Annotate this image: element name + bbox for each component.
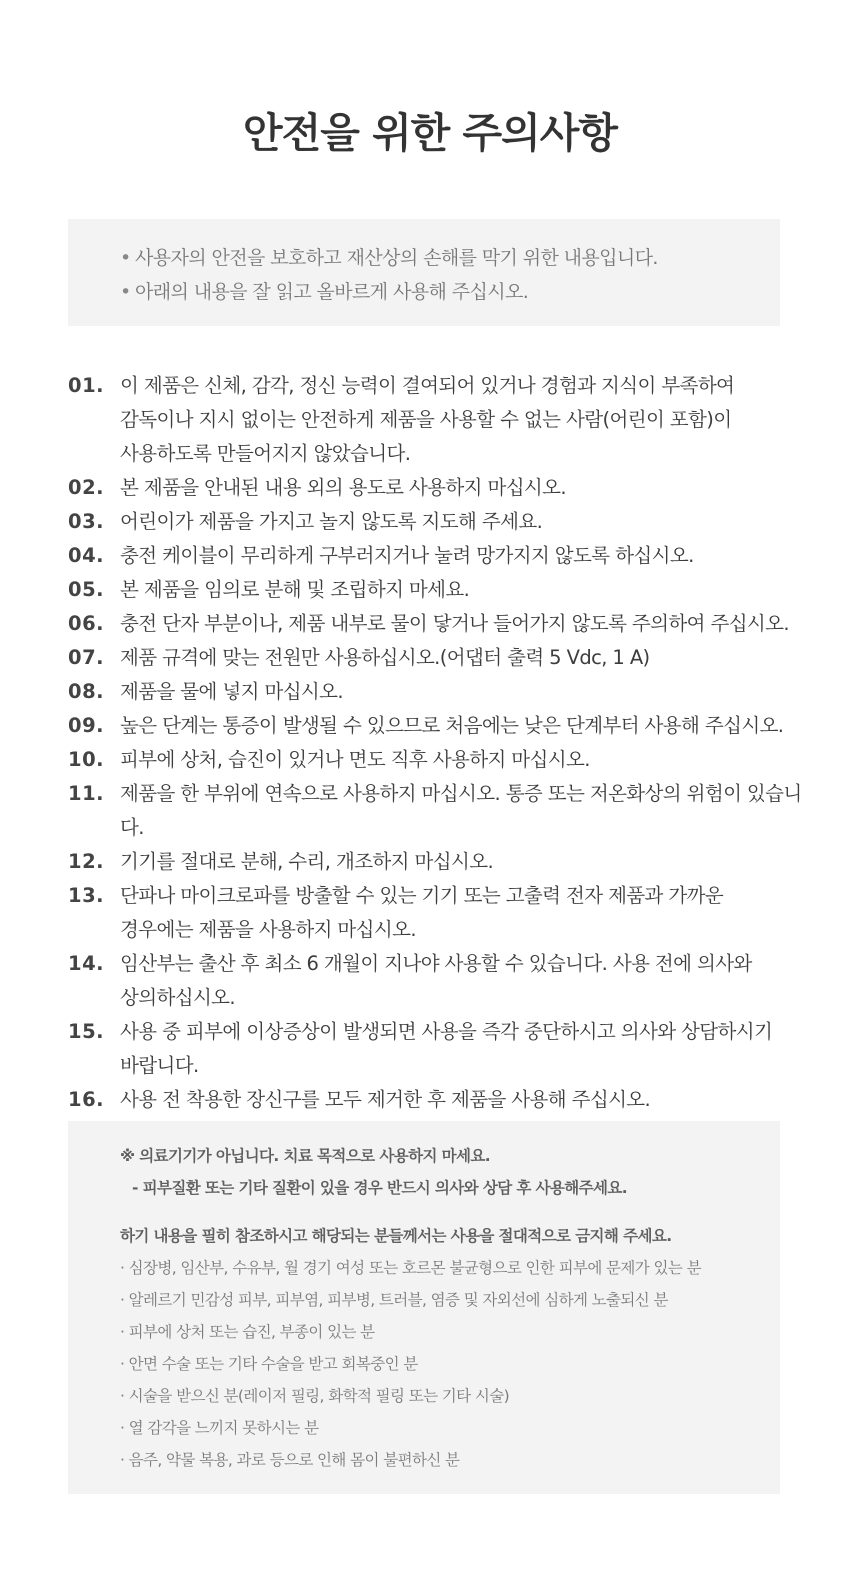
- rule-item: [68, 607, 808, 641]
- rule-number: 09.: [68, 714, 105, 737]
- intro-text: 사용자의 안전을 보호하고 재산상의 손해를 막기 위한 내용입니다.: [135, 247, 658, 269]
- rule-item: [68, 709, 808, 743]
- rule-number: 12.: [68, 850, 105, 873]
- rule-item: [68, 369, 808, 471]
- rule-number: 04.: [68, 544, 105, 567]
- safety-rules-list: [68, 369, 808, 1117]
- rule-item: [68, 675, 808, 709]
- rule-text: 제품을 물에 넣지 마십시오.: [120, 680, 344, 703]
- rule-item: [68, 505, 808, 539]
- rule-text: 제품을 한 부위에 연속으로 사용하지 마십시오. 통증 또는 저온화상의 위험이 있습니다.: [120, 782, 802, 839]
- rule-text: 단파나 마이크로파를 방출할 수 있는 기기 또는 고출력 전자 제품과 가까운 경우에는 제품을 사용하지 마십시오.: [120, 884, 724, 941]
- medical-warning-sub: - 피부질환 또는 기타 질환이 있을 경우 반드시 의사와 상담 후 사용해주세요.: [132, 1179, 628, 1197]
- rule-number: 16.: [68, 1088, 105, 1111]
- rule-text: 임산부는 출산 후 최소 6 개월이 지나야 사용할 수 있습니다. 사용 전에 의사와 상의하십시오.: [120, 952, 752, 1009]
- rule-text: 사용 전 착용한 장신구를 모두 제거한 후 제품을 사용해 주십시오.: [120, 1088, 651, 1111]
- rule-text: 충전 단자 부분이나, 제품 내부로 물이 닿거나 들어가지 않도록 주의하여 주십시오.: [120, 612, 790, 635]
- notice-box: [68, 1121, 780, 1494]
- intro-line: [120, 275, 780, 309]
- rule-number: 07.: [68, 646, 105, 669]
- rule-item: [68, 573, 808, 607]
- rule-number: 06.: [68, 612, 105, 635]
- prohibit-title: 하기 내용을 필히 참조하시고 해당되는 분들께서는 사용을 절대적으로 금지해 주세요.: [120, 1227, 672, 1245]
- rule-item: [68, 471, 808, 505]
- page-title: 안전을 위한 주의사항: [242, 109, 617, 157]
- rule-item: [68, 879, 808, 947]
- rule-text: 제품 규격에 맞는 전원만 사용하십시오.(어댑터 출력 5 Vdc, 1 A): [120, 646, 650, 669]
- rule-number: 05.: [68, 578, 105, 601]
- rule-number: 02.: [68, 476, 105, 499]
- rule-text: 본 제품을 임의로 분해 및 조립하지 마세요.: [120, 578, 470, 601]
- rule-item: [68, 641, 808, 675]
- intro-line: [120, 241, 780, 275]
- rule-text: 본 제품을 안내된 내용 외의 용도로 사용하지 마십시오.: [120, 476, 567, 499]
- prohibit-item: · 음주, 약물 복용, 과로 등으로 인해 몸이 불편하신 분: [120, 1451, 460, 1469]
- rule-number: 08.: [68, 680, 105, 703]
- rule-number: 13.: [68, 884, 105, 907]
- rule-item: [68, 539, 808, 573]
- intro-text: 아래의 내용을 잘 읽고 올바르게 사용해 주십시오.: [135, 281, 529, 303]
- rule-item: [68, 1083, 808, 1117]
- rule-text: 이 제품은 신체, 감각, 정신 능력이 결여되어 있거나 경험과 지식이 부족하여 감독이나 지시 없이는 안전하게 제품을 사용할 수 없는 사람(어린이 포함)이 사용하도록 만들어지지 않았습니다.: [120, 374, 735, 465]
- intro-box: [68, 219, 780, 326]
- prohibit-item: · 시술을 받으신 분(레이저 필링, 화학적 필링 또는 기타 시술): [120, 1387, 510, 1405]
- rule-number: 14.: [68, 952, 105, 975]
- bullet-dot-icon: •: [120, 247, 131, 269]
- prohibit-item: · 피부에 상처 또는 습진, 부종이 있는 분: [120, 1323, 375, 1341]
- bullet-dot-icon: •: [120, 281, 131, 303]
- rule-number: 10.: [68, 748, 105, 771]
- rule-text: 충전 케이블이 무리하게 구부러지거나 눌려 망가지지 않도록 하십시오.: [120, 544, 694, 567]
- prohibit-item: · 알레르기 민감성 피부, 피부염, 피부병, 트러블, 염증 및 자외선에 심하게 노출되신 분: [120, 1291, 668, 1309]
- rule-item: [68, 947, 808, 1015]
- rule-number: 01.: [68, 374, 105, 397]
- prohibit-item: · 안면 수술 또는 기타 수술을 받고 회복중인 분: [120, 1355, 418, 1373]
- medical-warning: ※ 의료기기가 아닙니다. 치료 목적으로 사용하지 마세요.: [120, 1147, 491, 1165]
- rule-number: 15.: [68, 1020, 105, 1043]
- rule-number: 03.: [68, 510, 105, 533]
- spacer: [120, 1204, 780, 1220]
- rule-number: 11.: [68, 782, 105, 805]
- rule-item: [68, 777, 808, 845]
- prohibit-item: · 심장병, 임산부, 수유부, 월 경기 여성 또는 호르몬 불균형으로 인한 피부에 문제가 있는 분: [120, 1259, 701, 1277]
- rule-text: 어린이가 제품을 가지고 놀지 않도록 지도해 주세요.: [120, 510, 543, 533]
- rule-text: 피부에 상처, 습진이 있거나 면도 직후 사용하지 마십시오.: [120, 748, 590, 771]
- rule-text: 사용 중 피부에 이상증상이 발생되면 사용을 즉각 중단하시고 의사와 상담하시기 바랍니다.: [120, 1020, 773, 1077]
- rule-item: [68, 1015, 808, 1083]
- rule-item: [68, 845, 808, 879]
- prohibit-item: · 열 감각을 느끼지 못하시는 분: [120, 1419, 319, 1437]
- rule-item: [68, 743, 808, 777]
- rule-text: 높은 단계는 통증이 발생될 수 있으므로 처음에는 낮은 단계부터 사용해 주십시오.: [120, 714, 784, 737]
- rule-text: 기기를 절대로 분해, 수리, 개조하지 마십시오.: [120, 850, 494, 873]
